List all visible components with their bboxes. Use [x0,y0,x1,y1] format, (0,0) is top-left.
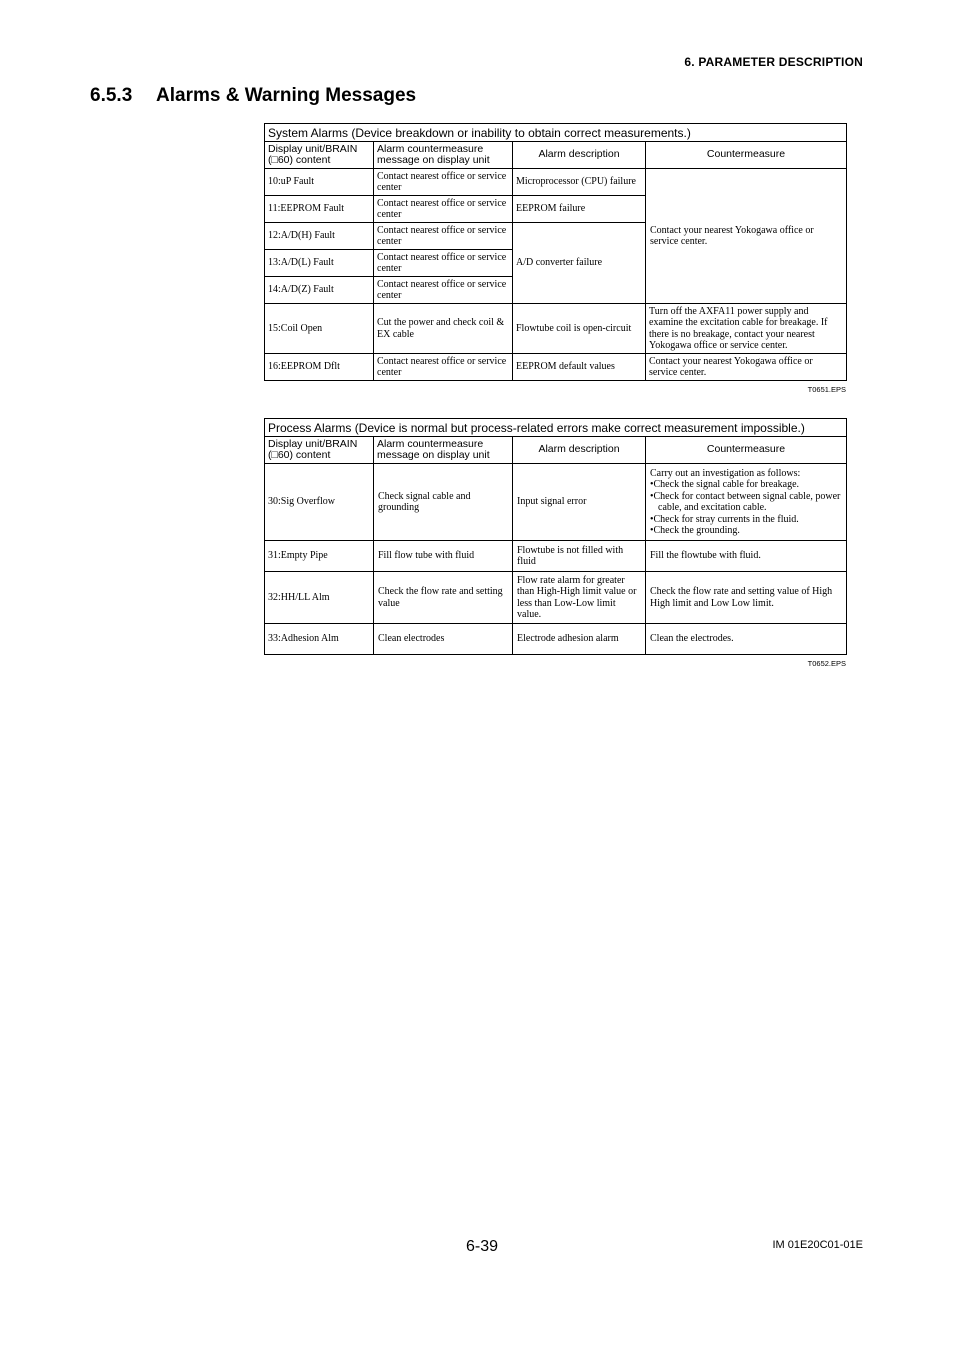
table-row [265,354,847,381]
alarm-description: EEPROM default values [513,354,646,381]
alarm-description: EEPROM failure [513,196,646,223]
alarm-countermeasure [646,464,847,541]
countermeasure-list [650,479,843,537]
running-head: 6. PARAMETER DESCRIPTION [684,55,863,69]
alarm-description: Input signal error [513,464,646,541]
table-row [265,169,847,196]
column-header: Alarm countermeasure message on display unit [374,437,513,464]
alarm-countermeasure: Contact your nearest Yokogawa office or service center. [646,169,847,304]
alarm-code: 14:A/D(Z) Fault [265,277,374,304]
alarm-code: 13:A/D(L) Fault [265,250,374,277]
table-row [265,624,847,655]
section-title [90,85,416,107]
column-header: Alarm description [513,142,646,169]
section-title-text: Alarms & Warning Messages [156,85,417,106]
table-figure-label: T0651.EPS [807,385,846,394]
alarm-message: Check signal cable and grounding [374,464,513,541]
alarm-description: Flowtube is not filled with fluid [513,541,646,572]
alarm-countermeasure: Check the flow rate and setting value of High High limit and Low Low limit. [646,572,847,624]
alarm-code: 31:Empty Pipe [265,541,374,572]
section-number: 6.5.3 [90,85,133,106]
alarm-message: Contact nearest office or service center [374,250,513,277]
alarm-message: Contact nearest office or service center [374,169,513,196]
system-alarms-table [264,123,847,381]
alarm-message: Contact nearest office or service center [374,196,513,223]
alarm-description: A/D converter failure [513,223,646,304]
alarm-code: 33:Adhesion Alm [265,624,374,655]
column-header: Alarm countermeasure message on display unit [374,142,513,169]
alarm-countermeasure: Contact your nearest Yokogawa office or service center. [646,354,847,381]
alarm-code: 11:EEPROM Fault [265,196,374,223]
column-header: Alarm description [513,437,646,464]
document-id: IM 01E20C01-01E [772,1239,863,1251]
page-number: 6-39 [466,1238,499,1255]
system-alarms-caption: System Alarms (Device breakdown or inability to obtain correct measurements.) [265,124,847,142]
alarm-description: Flow rate alarm for greater than High-High limit value or less than Low-Low limit value. [513,572,646,624]
list-item: • Check for contact between signal cable, power cable, and excitation cable. [650,491,843,514]
alarm-description: Electrode adhesion alarm [513,624,646,655]
alarm-message: Contact nearest office or service center [374,223,513,250]
table-header-row [265,142,847,169]
alarm-message: Clean electrodes [374,624,513,655]
alarm-code: 16:EEPROM Dflt [265,354,374,381]
alarm-countermeasure: Turn off the AXFA11 power supply and examine the excitation cable for breakage. If there is no breakage, contact your nearest Yokogawa office or service center. [646,304,847,354]
table-row [265,572,847,624]
alarm-description: Microprocessor (CPU) failure [513,169,646,196]
alarm-description: Flowtube coil is open-circuit [513,304,646,354]
column-header: Display unit/BRAIN (□60) content [265,142,374,169]
table-header-row [265,437,847,464]
alarm-message: Check the flow rate and setting value [374,572,513,624]
table-row [265,304,847,354]
column-header: Countermeasure [646,142,847,169]
countermeasure-intro: Carry out an investigation as follows: [650,467,801,479]
alarm-code: 32:HH/LL Alm [265,572,374,624]
process-alarms-caption: Process Alarms (Device is normal but process-related errors make correct measurement impossible.) [265,419,847,437]
column-header: Countermeasure [646,437,847,464]
alarm-message: Fill flow tube with fluid [374,541,513,572]
alarm-code: 15:Coil Open [265,304,374,354]
alarm-countermeasure: Fill the flowtube with fluid. [646,541,847,572]
alarm-code: 30:Sig Overflow [265,464,374,541]
process-alarms-table [264,418,847,655]
alarm-message: Contact nearest office or service center [374,354,513,381]
list-item: • Check the grounding. [650,525,843,537]
table-row [265,464,847,541]
alarm-message: Cut the power and check coil & EX cable [374,304,513,354]
table-row [265,541,847,572]
alarm-code: 10:uP Fault [265,169,374,196]
table-figure-label: T0652.EPS [807,659,846,668]
alarm-countermeasure: Clean the electrodes. [646,624,847,655]
alarm-code: 12:A/D(H) Fault [265,223,374,250]
alarm-message: Contact nearest office or service center [374,277,513,304]
column-header: Display unit/BRAIN (□60) content [265,437,374,464]
list-item: • Check for stray currents in the fluid. [650,514,843,526]
list-item: • Check the signal cable for breakage. [650,479,843,491]
